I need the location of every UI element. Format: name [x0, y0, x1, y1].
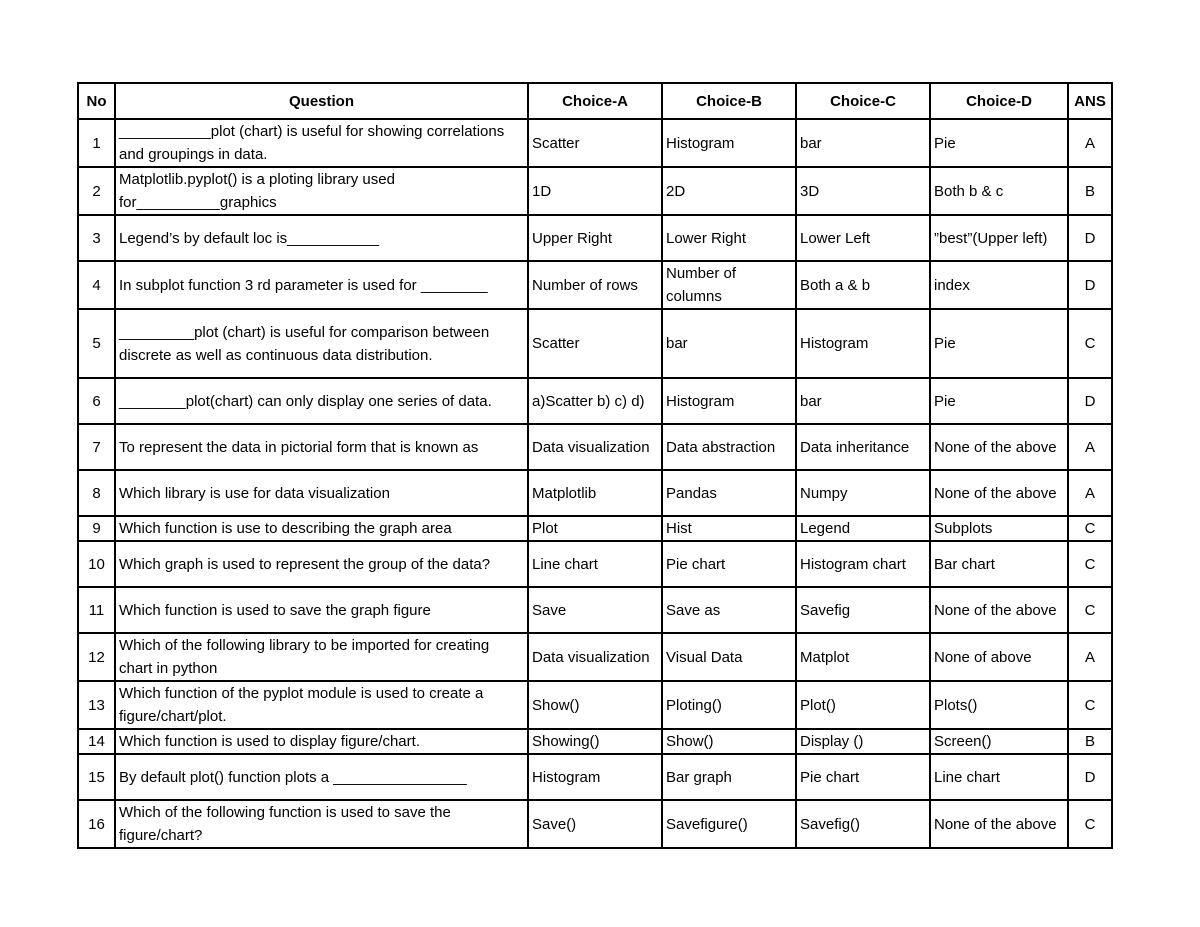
question-number: 13 [88, 696, 105, 714]
question-text-cell [115, 470, 528, 516]
choice-b-cell [662, 729, 796, 754]
choice-d: Subplots [934, 520, 993, 537]
choice-a: Show() [532, 696, 580, 714]
choice-a: Matplotlib [532, 484, 597, 502]
question-text-cell [115, 754, 528, 800]
choice-c-cell [796, 587, 930, 633]
question-number: 4 [92, 276, 101, 294]
choice-c-cell [796, 800, 930, 848]
header-no: No [78, 83, 115, 119]
choice-c-cell [796, 754, 930, 800]
question-text: _________plot (chart) is useful for comparison between discrete as well as continuous data distribution. [119, 323, 490, 364]
choice-c-cell [796, 516, 930, 541]
question-text-cell [115, 167, 528, 215]
choice-a: Histogram [532, 768, 601, 786]
table-row [78, 167, 1112, 215]
table-row [78, 516, 1112, 541]
choice-b: Lower Right [666, 229, 747, 247]
choice-a-cell [528, 215, 662, 261]
choice-c-cell [796, 541, 930, 587]
question-number-cell [78, 167, 115, 215]
choice-d-cell [930, 516, 1068, 541]
table-row [78, 800, 1112, 848]
choice-b: Histogram [666, 134, 735, 152]
choice-a: Save [532, 601, 567, 619]
choice-d: Screen() [934, 733, 992, 750]
choice-c: Savefig() [800, 815, 861, 833]
question-text: Which graph is used to represent the group of the data? [119, 555, 491, 573]
table-row [78, 681, 1112, 729]
choice-d-cell [930, 754, 1068, 800]
choice-d-cell [930, 541, 1068, 587]
choice-c-cell [796, 681, 930, 729]
choice-a: Data visualization [532, 438, 650, 456]
choice-c: Lower Left [800, 229, 871, 247]
answer-cell [1068, 516, 1112, 541]
answer: C [1084, 555, 1096, 573]
question-text: Legend’s by default loc is___________ [119, 229, 379, 247]
question-number-cell [78, 378, 115, 424]
answer: B [1084, 733, 1095, 750]
table-row [78, 541, 1112, 587]
choice-c: Histogram [800, 335, 869, 352]
choice-d: None of the above [934, 815, 1057, 833]
question-text: Which of the following library to be imported for creating chart in python [119, 637, 490, 677]
choice-d: Pie [934, 335, 956, 352]
question-number: 16 [88, 815, 105, 833]
choice-c-cell [796, 167, 930, 215]
question-text-cell [115, 215, 528, 261]
choice-a-cell [528, 516, 662, 541]
header-choice-b: Choice-B [662, 83, 796, 119]
question-number-cell [78, 587, 115, 633]
question-text-cell [115, 633, 528, 681]
question-number-cell [78, 309, 115, 378]
question-number: 6 [92, 392, 101, 410]
choice-a-cell [528, 633, 662, 681]
choice-d-cell [930, 800, 1068, 848]
choice-d-cell [930, 378, 1068, 424]
question-number-cell [78, 800, 115, 848]
choice-a-cell [528, 119, 662, 167]
question-number-cell [78, 470, 115, 516]
header-question: Question [115, 83, 528, 119]
choice-b: Number of columns [666, 265, 737, 305]
header-row [78, 83, 1112, 119]
question-text-cell [115, 261, 528, 309]
choice-d-cell [930, 424, 1068, 470]
choice-a: Scatter [532, 134, 580, 152]
choice-a: Plot [532, 520, 558, 537]
choice-c-cell [796, 633, 930, 681]
answer-cell [1068, 378, 1112, 424]
choice-d-cell [930, 633, 1068, 681]
choice-a-cell [528, 587, 662, 633]
answer-cell [1068, 119, 1112, 167]
choice-b: Bar graph [666, 768, 732, 786]
choice-b: Savefigure() [666, 815, 748, 833]
choice-b-cell [662, 119, 796, 167]
question-text: By default plot() function plots a ________________ [119, 768, 467, 786]
header-choice-d: Choice-D [930, 83, 1068, 119]
choice-a-cell [528, 378, 662, 424]
choice-b-cell [662, 681, 796, 729]
answer-cell [1068, 261, 1112, 309]
table-row [78, 309, 1112, 378]
answer: A [1084, 648, 1095, 666]
choice-c: bar [800, 392, 822, 410]
choice-b-cell [662, 261, 796, 309]
answer: C [1084, 815, 1096, 833]
question-text: Which library is use for data visualization [119, 484, 390, 502]
question-number: 11 [88, 601, 105, 619]
choice-b-cell [662, 754, 796, 800]
choice-b-cell [662, 800, 796, 848]
choice-d: None of the above [934, 484, 1057, 502]
answer: B [1084, 182, 1095, 200]
choice-c: Savefig [800, 601, 851, 619]
choice-d-cell [930, 309, 1068, 378]
choice-d-cell [930, 729, 1068, 754]
choice-b-cell [662, 470, 796, 516]
answer: C [1084, 335, 1096, 352]
choice-d-cell [930, 215, 1068, 261]
choice-b: Visual Data [666, 648, 743, 666]
choice-a-cell [528, 800, 662, 848]
question-number-cell [78, 633, 115, 681]
choice-c: Pie chart [800, 768, 860, 786]
question-text-cell [115, 119, 528, 167]
question-number: 7 [92, 438, 101, 456]
answer: C [1084, 520, 1096, 537]
choice-a: Scatter [532, 335, 580, 352]
choice-b: Pie chart [666, 555, 726, 573]
table-row [78, 754, 1112, 800]
choice-c: 3D [800, 182, 820, 200]
choice-d: Plots() [934, 696, 978, 714]
choice-d: None of above [934, 648, 1032, 666]
question-text-cell [115, 378, 528, 424]
choice-a-cell [528, 309, 662, 378]
choice-c: Matplot [800, 648, 850, 666]
answer: A [1084, 438, 1095, 456]
answer-cell [1068, 541, 1112, 587]
choice-d-cell [930, 681, 1068, 729]
question-number-cell [78, 681, 115, 729]
question-number: 1 [92, 134, 101, 152]
answer: D [1084, 229, 1096, 247]
mcq-table [77, 82, 1113, 849]
table-row [78, 633, 1112, 681]
choice-b: Hist [666, 520, 692, 537]
choice-c-cell [796, 261, 930, 309]
answer-cell [1068, 633, 1112, 681]
answer-cell [1068, 167, 1112, 215]
choice-b-cell [662, 378, 796, 424]
answer: D [1084, 768, 1096, 786]
answer-cell [1068, 729, 1112, 754]
choice-a: Data visualization [532, 648, 650, 666]
choice-d-cell [930, 261, 1068, 309]
answer: A [1084, 134, 1095, 152]
choice-b-cell [662, 309, 796, 378]
question-text-cell [115, 587, 528, 633]
choice-b-cell [662, 167, 796, 215]
answer: C [1084, 601, 1096, 619]
choice-b: Data abstraction [666, 438, 776, 456]
choice-c: Plot() [800, 696, 836, 714]
choice-b-cell [662, 516, 796, 541]
question-text-cell [115, 541, 528, 587]
question-text-cell [115, 424, 528, 470]
header-ans: ANS [1068, 83, 1112, 119]
question-text: Matplotlib.pyplot() is a ploting library used for__________graphics [119, 171, 395, 211]
choice-a: Upper Right [532, 229, 613, 247]
answer-cell [1068, 681, 1112, 729]
choice-b-cell [662, 587, 796, 633]
table-row [78, 215, 1112, 261]
answer-cell [1068, 424, 1112, 470]
choice-a-cell [528, 681, 662, 729]
choice-d-cell [930, 470, 1068, 516]
choice-b: 2D [666, 182, 686, 200]
choice-d: None of the above [934, 438, 1057, 456]
answer-cell [1068, 470, 1112, 516]
answer-cell [1068, 587, 1112, 633]
choice-a: Line chart [532, 555, 598, 573]
question-text: Which function of the pyplot module is used to create a figure/chart/plot. [119, 685, 484, 725]
choice-d-cell [930, 119, 1068, 167]
choice-c-cell [796, 424, 930, 470]
choice-c: Legend [800, 520, 851, 537]
question-number-cell [78, 541, 115, 587]
table-body [78, 119, 1112, 848]
choice-a-cell [528, 541, 662, 587]
answer: A [1084, 484, 1095, 502]
answer-cell [1068, 754, 1112, 800]
choice-a: Showing() [532, 733, 600, 750]
question-number: 10 [88, 555, 105, 573]
question-text: Which function is used to save the graph figure [119, 601, 431, 619]
choice-d: ”best”(Upper left) [934, 229, 1048, 247]
table-row [78, 261, 1112, 309]
choice-a: Number of rows [532, 276, 638, 294]
question-number-cell [78, 754, 115, 800]
choice-d-cell [930, 587, 1068, 633]
choice-b: Pandas [666, 484, 717, 502]
question-number: 9 [92, 520, 101, 537]
choice-a: 1D [532, 182, 552, 200]
choice-a-cell [528, 754, 662, 800]
question-text-cell [115, 729, 528, 754]
answer-cell [1068, 309, 1112, 378]
question-text: To represent the data in pictorial form that is known as [119, 438, 479, 456]
choice-d: Bar chart [934, 555, 995, 573]
choice-b-cell [662, 541, 796, 587]
choice-b: Save as [666, 601, 721, 619]
table-row [78, 587, 1112, 633]
choice-b-cell [662, 633, 796, 681]
choice-a-cell [528, 167, 662, 215]
choice-b-cell [662, 215, 796, 261]
question-number: 15 [88, 768, 105, 786]
question-text-cell [115, 309, 528, 378]
choice-c-cell [796, 215, 930, 261]
choice-b: Ploting() [666, 696, 722, 714]
choice-c: bar [800, 134, 822, 152]
table-row [78, 424, 1112, 470]
question-number-cell [78, 516, 115, 541]
choice-a: a)Scatter b) c) d) [532, 392, 645, 410]
table-row [78, 729, 1112, 754]
choice-c-cell [796, 729, 930, 754]
answer-cell [1068, 215, 1112, 261]
question-text-cell [115, 681, 528, 729]
question-number-cell [78, 261, 115, 309]
question-text-cell [115, 516, 528, 541]
choice-d: Both b & c [934, 182, 1004, 200]
table-row [78, 119, 1112, 167]
choice-c-cell [796, 378, 930, 424]
header-choice-c: Choice-C [796, 83, 930, 119]
question-number: 8 [92, 484, 101, 502]
answer: D [1084, 276, 1096, 294]
choice-a-cell [528, 470, 662, 516]
question-number-cell [78, 424, 115, 470]
choice-a-cell [528, 424, 662, 470]
question-number-cell [78, 215, 115, 261]
choice-d: Pie [934, 392, 956, 410]
answer: D [1084, 392, 1096, 410]
choice-a: Save() [532, 815, 577, 833]
table-row [78, 470, 1112, 516]
choice-d: Line chart [934, 768, 1000, 786]
question-number: 3 [92, 229, 101, 247]
choice-c: Data inheritance [800, 438, 910, 456]
question-text: In subplot function 3 rd parameter is used for ________ [119, 276, 488, 294]
choice-c: Both a & b [800, 276, 871, 294]
choice-c-cell [796, 470, 930, 516]
choice-c: Numpy [800, 484, 848, 502]
choice-b: bar [666, 335, 688, 352]
choice-c-cell [796, 309, 930, 378]
question-number: 14 [88, 733, 105, 750]
choice-a-cell [528, 261, 662, 309]
choice-c: Display () [800, 733, 864, 750]
question-text: ________plot(chart) can only display one series of data. [119, 392, 492, 410]
choice-d: Pie [934, 134, 956, 152]
choice-b: Histogram [666, 392, 735, 410]
choice-d-cell [930, 167, 1068, 215]
header-choice-a: Choice-A [528, 83, 662, 119]
choice-d: None of the above [934, 601, 1057, 619]
question-text: Which function is used to display figure/chart. [119, 733, 420, 750]
question-number: 2 [92, 182, 101, 200]
question-text: Which function is use to describing the graph area [119, 520, 452, 537]
question-number: 5 [92, 335, 101, 352]
question-text: Which of the following function is used to save the figure/chart? [119, 804, 451, 844]
question-text-cell [115, 800, 528, 848]
table-row [78, 378, 1112, 424]
choice-b-cell [662, 424, 796, 470]
question-number: 12 [88, 648, 105, 666]
question-number-cell [78, 729, 115, 754]
choice-c-cell [796, 119, 930, 167]
question-text: ___________plot (chart) is useful for showing correlations and groupings in data. [119, 123, 505, 163]
choice-c: Histogram chart [800, 555, 906, 573]
answer: C [1084, 696, 1096, 714]
choice-d: index [934, 276, 970, 294]
answer-cell [1068, 800, 1112, 848]
choice-a-cell [528, 729, 662, 754]
choice-b: Show() [666, 733, 714, 750]
question-number-cell [78, 119, 115, 167]
